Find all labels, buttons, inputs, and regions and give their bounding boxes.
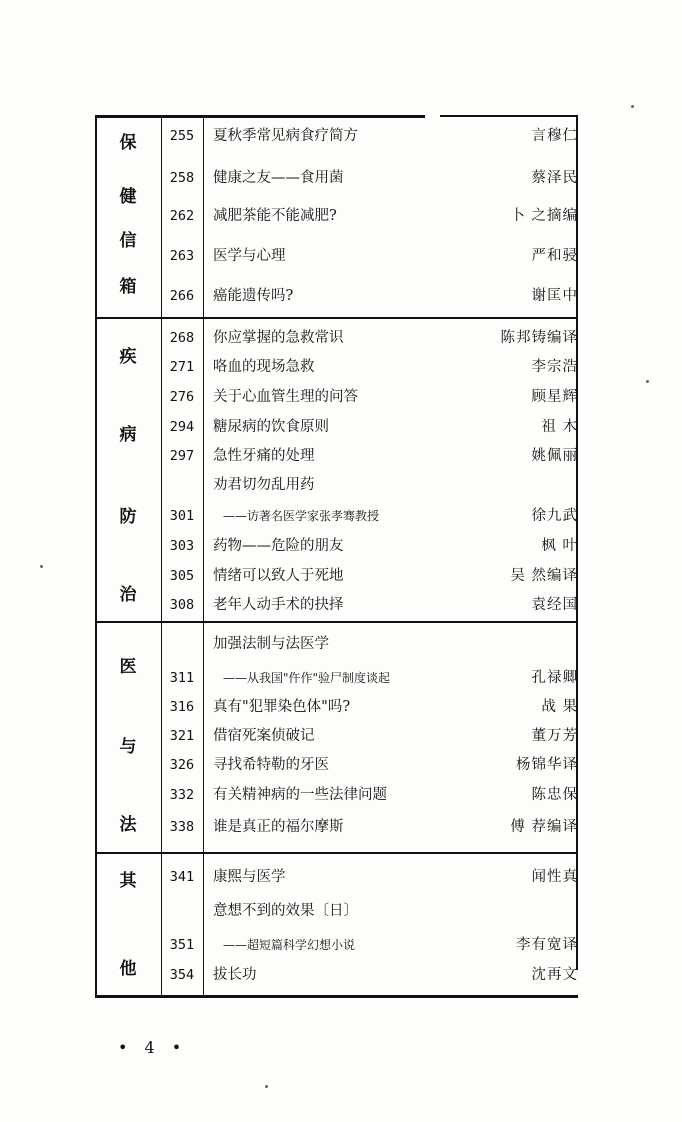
section-label-char: 信 <box>119 231 137 251</box>
entry-author: 吴 然编译 <box>510 568 578 584</box>
entry-title: 夏秋季常见病食疗简方 <box>213 128 358 144</box>
section-label-char: 其 <box>119 871 137 891</box>
entry-author: 杨锦华译 <box>516 757 578 773</box>
speck-mark <box>40 565 43 568</box>
entry-title: 加强法制与法医学 <box>213 636 329 652</box>
top-rule-right <box>440 115 578 117</box>
entry-author: 闻性真 <box>531 869 578 885</box>
toc-entry[interactable] <box>161 473 578 497</box>
section-label-char: 病 <box>119 425 137 445</box>
entry-author: 姚佩丽 <box>531 448 578 464</box>
page-number: 303 <box>169 538 195 554</box>
page-number: 258 <box>169 170 195 186</box>
section-label-char: 健 <box>119 187 137 207</box>
section-label-char: 箱 <box>119 277 137 297</box>
entry-author: 李有宽译 <box>516 937 578 953</box>
page-number: 338 <box>169 819 195 835</box>
entry-title: 寻找希特勒的牙医 <box>213 757 329 773</box>
entry-author: 蔡泽民 <box>531 170 578 186</box>
toc-entry[interactable] <box>161 504 578 528</box>
entry-title: 借宿死案侦破记 <box>213 728 315 744</box>
speck-mark <box>631 105 634 108</box>
entry-subtitle: ——从我国"仵作"验尸制度谈起 <box>223 671 391 685</box>
entry-author: 孔禄卿 <box>531 670 578 686</box>
speck-mark <box>646 380 649 383</box>
page-number: 271 <box>169 359 195 375</box>
bottom-rule <box>95 995 578 998</box>
page-number: 263 <box>169 248 195 264</box>
entry-title: 药物——危险的朋友 <box>213 538 344 554</box>
page-number: 332 <box>169 787 195 803</box>
section-divider-2 <box>95 621 578 623</box>
entry-author: 陈邦铸编译 <box>500 330 578 346</box>
entry-author: 李宗浩 <box>531 359 578 375</box>
toc-entry[interactable] <box>161 385 578 409</box>
entry-title: 减肥茶能不能减肥? <box>213 208 337 224</box>
toc-entry[interactable] <box>161 355 578 379</box>
entry-author: 傅 荐编译 <box>510 819 578 835</box>
entry-title: 咯血的现场急救 <box>213 359 315 375</box>
entry-subtitle: ——访著名医学家张孝骞教授 <box>223 509 380 523</box>
page-number: 311 <box>169 670 195 686</box>
toc-entry[interactable] <box>161 753 578 777</box>
toc-entry[interactable] <box>161 865 578 889</box>
speck-mark <box>265 1085 268 1088</box>
entry-title: 康熙与医学 <box>213 869 286 885</box>
toc-entry[interactable] <box>161 632 578 656</box>
toc-entry[interactable] <box>161 534 578 558</box>
page-number: 341 <box>169 869 195 885</box>
toc-entry[interactable] <box>161 695 578 719</box>
toc-entry[interactable] <box>161 124 578 148</box>
toc-entry[interactable] <box>161 724 578 748</box>
entry-author: 谢匡中 <box>531 288 578 304</box>
entry-author: 袁经国 <box>531 597 578 613</box>
section-divider-3 <box>95 852 578 854</box>
page-number: 308 <box>169 597 195 613</box>
section-divider-1 <box>95 317 578 319</box>
page-number: 351 <box>169 937 195 953</box>
entry-title: 糖尿病的饮食原则 <box>213 419 329 435</box>
entry-title: 你应掌握的急救常识 <box>213 330 344 346</box>
toc-entry[interactable] <box>161 933 578 957</box>
section-label-char: 他 <box>119 959 137 979</box>
page-number: 297 <box>169 448 195 464</box>
entry-author: 徐九武 <box>531 508 578 524</box>
entry-author: 战 果 <box>541 699 578 715</box>
entry-title: 真有"犯罪染色体"吗? <box>213 699 351 715</box>
entry-author: 枫 叶 <box>541 538 578 554</box>
toc-entry[interactable] <box>161 783 578 807</box>
entry-title: 关于心血管生理的问答 <box>213 389 358 405</box>
entry-author: 董万芳 <box>531 728 578 744</box>
toc-entry[interactable] <box>161 899 578 923</box>
table-of-contents <box>95 115 578 997</box>
entry-author: 卜 之摘编 <box>510 208 578 224</box>
entry-author: 严和骎 <box>531 248 578 264</box>
page-number: 305 <box>169 568 195 584</box>
toc-entry[interactable] <box>161 204 578 228</box>
entry-author: 祖 木 <box>541 419 578 435</box>
section-label-char: 保 <box>119 133 137 153</box>
page-number: 255 <box>169 128 195 144</box>
toc-entry[interactable] <box>161 593 578 617</box>
toc-entry[interactable] <box>161 166 578 190</box>
entry-title: 拔长功 <box>213 967 257 983</box>
toc-entry[interactable] <box>161 815 578 839</box>
entry-subtitle: ——超短篇科学幻想小说 <box>223 938 356 952</box>
page-number: 326 <box>169 757 195 773</box>
entry-title: 劝君切勿乱用药 <box>213 477 315 493</box>
entry-author: 言穆仁 <box>531 128 578 144</box>
toc-entry[interactable] <box>161 326 578 350</box>
entry-title: 谁是真正的福尔摩斯 <box>213 819 344 835</box>
page-number: 268 <box>169 330 195 346</box>
toc-entry[interactable] <box>161 444 578 468</box>
section-label-char: 医 <box>119 657 137 677</box>
entry-author: 沈再文 <box>531 967 578 983</box>
page-number: 266 <box>169 288 195 304</box>
page-number: 294 <box>169 419 195 435</box>
page-number: 301 <box>169 508 195 524</box>
section-label-char: 法 <box>119 815 137 835</box>
toc-entry[interactable] <box>161 244 578 268</box>
entry-title: 意想不到的效果〔日〕 <box>213 903 358 919</box>
toc-entry[interactable] <box>161 666 578 690</box>
page-number: 276 <box>169 389 195 405</box>
entry-title: 健康之友——食用菌 <box>213 170 344 186</box>
entry-title: 医学与心理 <box>213 248 286 264</box>
section-label-char: 治 <box>119 585 137 605</box>
page-number: 321 <box>169 728 195 744</box>
entry-author: 顾星辉 <box>531 389 578 405</box>
toc-entry[interactable] <box>161 963 578 987</box>
entry-title: 有关精神病的一些法律问题 <box>213 787 387 803</box>
top-rule <box>95 115 425 118</box>
toc-entry[interactable] <box>161 564 578 588</box>
page-number: 262 <box>169 208 195 224</box>
entry-title: 急性牙痛的处理 <box>213 448 315 464</box>
entry-title: 癌能遗传吗? <box>213 288 294 304</box>
entry-author: 陈忠保 <box>531 787 578 803</box>
page-number: 354 <box>169 967 195 983</box>
toc-entry[interactable] <box>161 284 578 308</box>
section-label-char: 防 <box>119 507 137 527</box>
entry-title: 情绪可以致人于死地 <box>213 568 344 584</box>
page-footer-number: • 4 • <box>118 1038 188 1057</box>
toc-entry[interactable] <box>161 415 578 439</box>
section-label-char: 疾 <box>119 347 137 367</box>
section-label-char: 与 <box>119 737 137 757</box>
page-number: 316 <box>169 699 195 715</box>
entry-title: 老年人动手术的抉择 <box>213 597 344 613</box>
